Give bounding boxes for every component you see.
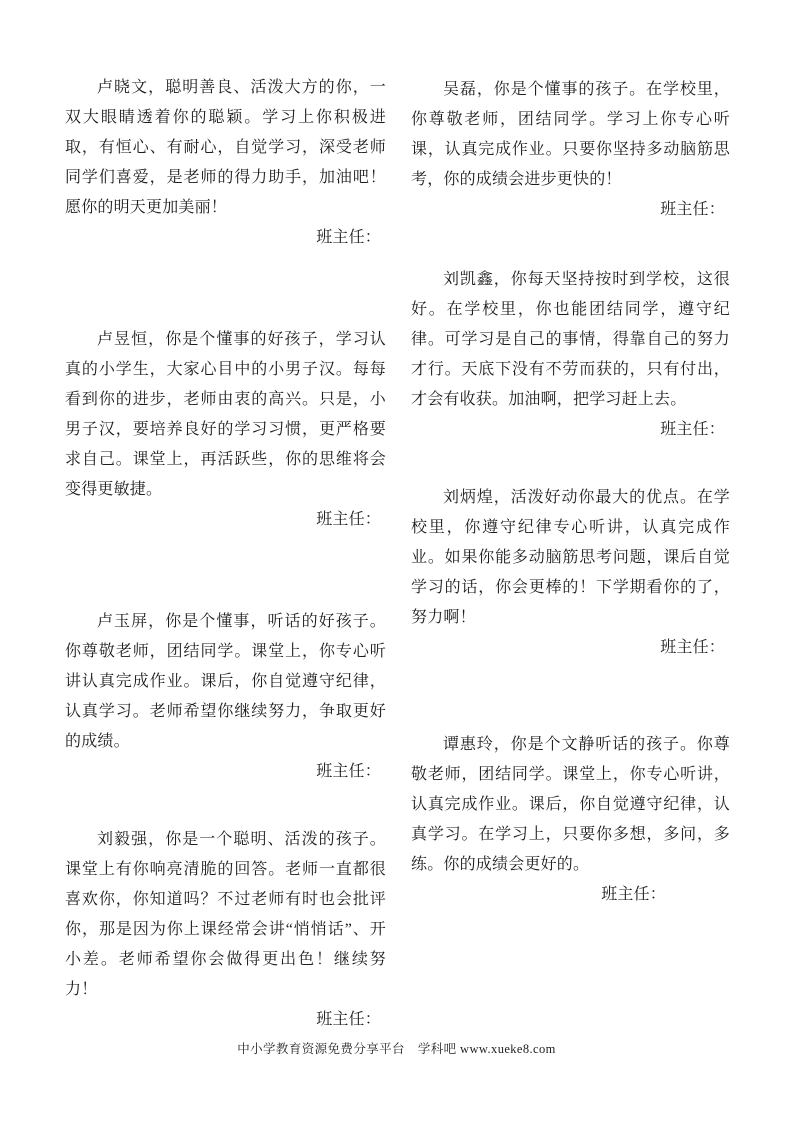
comment-text: 卢玉屏，你是个懂事，听话的好孩子。你尊敬老师，团结同学。课堂上，你专心听讲认真完成作业。课后，你自觉遵守纪律，认真学习。老师希望你继续努力，争取更好的成绩。 xyxy=(65,613,386,750)
signature-label: 班主任： xyxy=(316,511,381,528)
comment-text: 刘炳煌，活泼好动你最大的优点。在学校里，你遵守纪律专心听讲，认真完成作业。如果你能多动脑筋思考问题，课后自觉学习的话，你会更棒的！下学期看你的了，努力啊！ xyxy=(411,489,730,626)
comment-text: 刘凯鑫，你每天坚持按时到学校，这很好。在学校里，你也能团结同学，遵守纪律。可学习是自己的事情，得靠自己的努力才行。天底下没有不劳而获的，只有付出，才会有收获。加油啊，把学习赶上去。 xyxy=(411,271,730,408)
left-column xyxy=(65,73,386,1035)
comment-text: 吴磊，你是个懂事的孩子。在学校里，你尊敬老师，团结同学。学习上你专心听课，认真完成作业。只要你坚持多动脑筋思考，你的成绩会进步更快的！ xyxy=(411,81,730,188)
comment-block-lu-yuping xyxy=(65,607,386,787)
comment-block-liu-yiqiang xyxy=(65,825,386,1035)
footer-watermark: 中小学教育资源免费分享平台 学科吧 www.xueke8.com xyxy=(237,1042,556,1056)
comment-block-wu-lei xyxy=(411,75,730,225)
comment-text: 卢晓文，聪明善良、活泼大方的你，一双大眼睛透着你的聪颖。学习上你积极进取，有恒心、有耐心，自觉学习，深受老师同学们喜爱，是老师的得力助手，加油吧！愿你的明天更加美丽！ xyxy=(65,79,386,216)
comment-block-liu-kaixin xyxy=(411,265,730,445)
comment-text: 谭惠玲，你是个文静听话的孩子。你尊敬老师，团结同学。课堂上，你专心听讲，认真完成作业。课后，你自觉遵守纪律，认真学习。在学习上，只要你多想，多问，多练。你的成绩会更好的。 xyxy=(411,736,730,873)
comment-text: 卢昱恒，你是个懂事的好孩子，学习认真的小学生，大家心目中的小男子汉。每每看到你的进步，老师由衷的高兴。只是，小男子汉，要培养良好的学习习惯，更严格要求自己。课堂上，再活跃些，你的思维将会变得更敏捷。 xyxy=(65,331,386,498)
signature-label: 班主任： xyxy=(316,229,381,246)
right-column xyxy=(411,75,730,910)
comment-text: 刘毅强，你是一个聪明、活泼的孩子。课堂上有你响亮清脆的回答。老师一直都很喜欢你，你知道吗？不过老师有时也会批评你，那是因为你上课经常会讲“悄悄话”、开小差。老师希望你会做得更出色！继续努力！ xyxy=(65,831,386,998)
signature-label: 班主任： xyxy=(660,639,725,656)
signature-label: 班主任： xyxy=(316,763,381,780)
comment-block-lu-xiaowen xyxy=(65,73,386,253)
comment-block-lu-yuheng xyxy=(65,325,386,535)
signature-label: 班主任： xyxy=(316,1011,381,1028)
comment-block-liu-binghuang xyxy=(411,483,730,663)
signature-label: 班主任： xyxy=(660,421,725,438)
comment-block-tan-huiling xyxy=(411,730,730,910)
signature-label: 班主任： xyxy=(660,201,725,218)
signature-label: 班主任： xyxy=(601,886,666,903)
